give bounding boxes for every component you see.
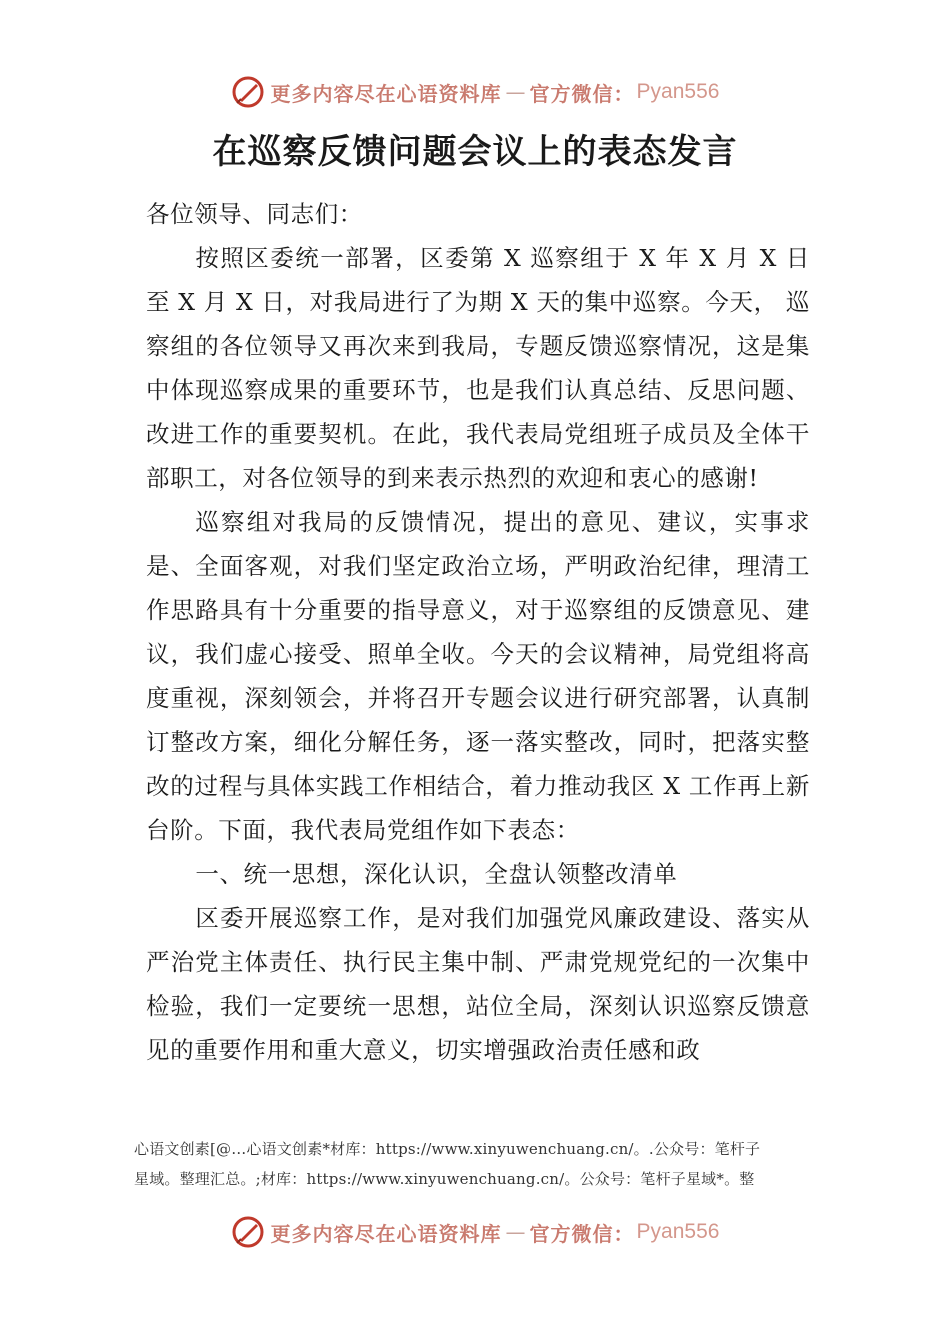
banner-slogan: 更多内容尽在心语资料库: [270, 1221, 502, 1246]
paragraph-intro: 按照区委统一部署，区委第 X 巡察组于 X 年 X 月 X 日至 X 月 X 日，对我局进行了为期 X 天的集中巡察。今天， 巡察组的各位领导又再次来到我局，专题反馈巡察情况，这是集中体现巡察成果的重要环节，也是我们认真总结、反思问题、改进工作的重要契机。在此，我代表局党组班子成员及全体干部职工，对各位领导的到来表示热烈的欢迎和衷心的感谢!: [146, 244, 810, 492]
salutation: 各位领导、同志们：: [146, 200, 363, 228]
footer-line-1: 心语文创素[@…心语文创素*材库：https://www.xinyuwenchuang.cn/。.公众号：笔杆子: [134, 1140, 761, 1158]
section-heading-1: 一、统一思想，深化认识，全盘认领整改清单: [195, 860, 678, 888]
paragraph-section-1: 区委开展巡察工作，是对我们加强党风廉政建设、落实从严治党主体责任、执行民主集中制、严肃党规党纪的一次集中检验，我们一定要统一思想，站位全局，深刻认识巡察反馈意见的重要作用和重大意义，切实增强政治责任感和政: [146, 904, 810, 1064]
body-text-region: [146, 192, 810, 1116]
footer-banner: [0, 1212, 950, 1252]
footer-watermark-text: [134, 1134, 834, 1194]
document-title: 在巡察反馈问题会议上的表态发言: [212, 132, 738, 172]
banner-wechat-label: 官方微信：: [529, 1221, 635, 1246]
document-body: [146, 192, 810, 1116]
header-banner: [0, 72, 950, 112]
banner-wechat-id: Pyan556: [636, 1220, 720, 1243]
banner-slogan: 更多内容尽在心语资料库: [270, 81, 502, 106]
banner-dash: —: [505, 80, 526, 104]
banner-wechat-id: Pyan556: [636, 80, 720, 103]
banner-wechat-label: 官方微信：: [529, 81, 635, 106]
paragraph-feedback: 巡察组对我局的反馈情况，提出的意见、建议，实事求是、全面客观，对我们坚定政治立场，严明政治纪律，理清工作思路具有十分重要的指导意义，对于巡察组的反馈意见、建议，我们虚心接受、照单全收。今天的会议精神，局党组将高度重视，深刻领会，并将召开专题会议进行研究部署，认真制订整改方案，细化分解任务，逐一落实整改，同时，把落实整改的过程与具体实践工作相结合，着力推动我区 X 工作再上新台阶。下面，我代表局党组作如下表态：: [146, 508, 810, 844]
footer-line-2: 星域。整理汇总。;材库：https://www.xinyuwenchuang.cn/。公众号：笔杆子星域*。整: [134, 1170, 755, 1188]
quill-logo-icon: [231, 75, 265, 109]
quill-logo-icon: [231, 1215, 265, 1249]
banner-dash: —: [505, 1220, 526, 1244]
